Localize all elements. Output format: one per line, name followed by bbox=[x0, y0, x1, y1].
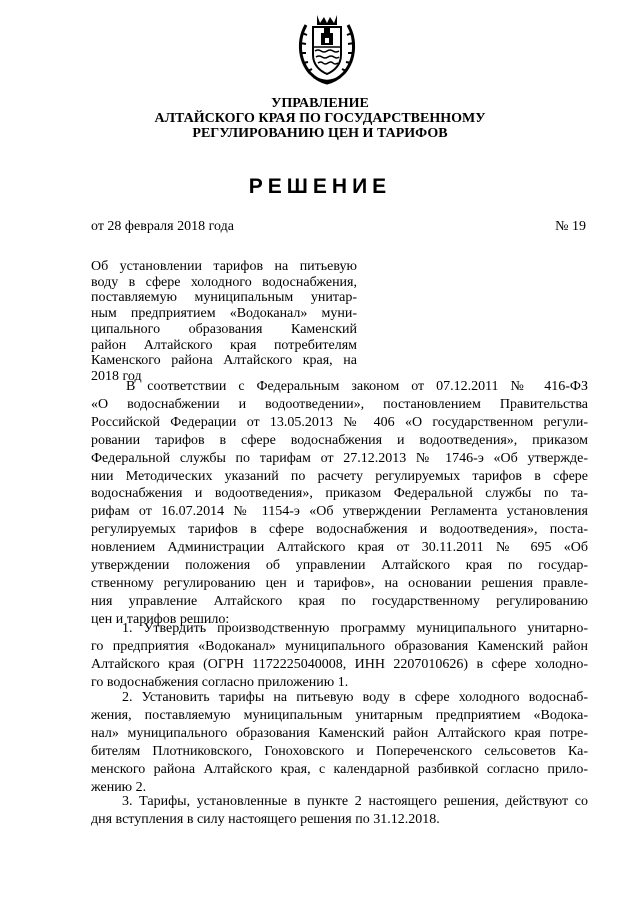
preamble-line: ния управление Алтайского края по государственному регулированию bbox=[91, 593, 588, 609]
item-3-line: дня вступления в силу настоящего решения по 31.12.2018. bbox=[91, 811, 440, 827]
subject-line: район Алтайского края потребителям bbox=[91, 337, 357, 353]
subject-line: ципального образования Каменский bbox=[91, 321, 357, 337]
item-2-line: бителям Плотниковского, Гоноховского и Попереченского сельсоветов Ка- bbox=[91, 743, 588, 759]
authority-name-line-3: РЕГУЛИРОВАНИЮ ЦЕН И ТАРИФОВ bbox=[192, 126, 448, 141]
preamble-line: ровании тарифов в сфере водоснабжения и водоотведения», приказом bbox=[91, 432, 588, 448]
item-3-paragraph bbox=[91, 793, 588, 829]
subject-line: Об установлении тарифов на питьевую bbox=[91, 259, 357, 274]
coat-of-arms-icon bbox=[296, 11, 358, 85]
subject-line: Каменского района Алтайского края, на bbox=[91, 353, 357, 369]
preamble-line: ственному регулированию цен и тарифов», на основании решения правле- bbox=[91, 575, 588, 591]
preamble-line: Федеральной службы по тарифам от 27.12.2013 № 1746-э «Об утвержде- bbox=[91, 450, 588, 466]
preamble-line: регулируемых тарифов в сфере водоснабжения и водоотведения», поста- bbox=[91, 522, 588, 538]
preamble-line: Российской Федерации от 13.05.2013 № 406 «О государственном регули- bbox=[91, 414, 588, 430]
subject-line: 2018 год bbox=[91, 368, 142, 384]
document-date: от 28 февраля 2018 года bbox=[91, 219, 234, 234]
item-1-line: Алтайского края (ОГРН 1172225040008, ИНН 2207010626) в сфере холодно- bbox=[91, 656, 588, 672]
item-2-line: нал» муниципального образования Каменский район Алтайского края потре- bbox=[91, 725, 588, 741]
subject-line: ным предприятием «Водоканал» муни- bbox=[91, 306, 357, 322]
preamble-paragraph bbox=[91, 378, 588, 629]
preamble-line: рифам от 16.07.2014 № 1154-э «Об утверждении Регламента установления bbox=[91, 504, 588, 520]
preamble-line: цен и тарифов решило: bbox=[91, 611, 230, 627]
subject-line: поставляемую муниципальным унитар- bbox=[91, 290, 357, 306]
authority-name-line-2: АЛТАЙСКОГО КРАЯ ПО ГОСУДАРСТВЕННОМУ bbox=[154, 111, 486, 126]
item-2-line: менского района Алтайского края, с календарной разбивкой согласно прило- bbox=[91, 761, 588, 777]
subject-line: воду в сфере холодного водоснабжения, bbox=[91, 274, 357, 290]
item-2-line: жения, поставляемую муниципальным унитарным предприятием «Водока- bbox=[91, 707, 588, 723]
document-number: № 19 bbox=[555, 219, 586, 234]
item-2-paragraph bbox=[91, 689, 588, 796]
item-1-line: го водоснабжения согласно приложению 1. bbox=[91, 674, 349, 690]
preamble-line: «О водоснабжении и водоотведении», постановлением Правительства bbox=[91, 396, 588, 412]
preamble-line: водоснабжения и водоотведения», приказом Федеральной службы по та- bbox=[91, 486, 588, 502]
document-type-title: РЕШЕНИЕ bbox=[248, 175, 392, 198]
item-2-line: 2. Установить тарифы на питьевую воду в сфере холодного водоснаб- bbox=[122, 690, 588, 705]
preamble-line: В соответствии с Федеральным законом от 07.12.2011 № 416-ФЗ bbox=[126, 379, 588, 394]
decision-subject bbox=[91, 259, 357, 385]
item-1-paragraph bbox=[91, 620, 588, 692]
item-1-line: 1. Утвердить производственную программу муниципального унитарно- bbox=[122, 621, 588, 636]
preamble-line: новлением Администрации Алтайского края от 30.11.2011 № 695 «Об bbox=[91, 540, 588, 556]
preamble-line: нии Методических указаний по расчету регулируемых тарифов в сфере bbox=[91, 468, 588, 484]
item-2-line: жению 2. bbox=[91, 779, 147, 795]
item-3-line: 3. Тарифы, установленные в пункте 2 настоящего решения, действуют со bbox=[122, 794, 588, 809]
authority-name-line-1: УПРАВЛЕНИЕ bbox=[271, 96, 369, 111]
preamble-line: утверждении положения об управлении Алтайского края по государ- bbox=[91, 558, 588, 574]
item-1-line: го предприятия «Водоканал» муниципального образования Каменский район bbox=[91, 638, 588, 654]
